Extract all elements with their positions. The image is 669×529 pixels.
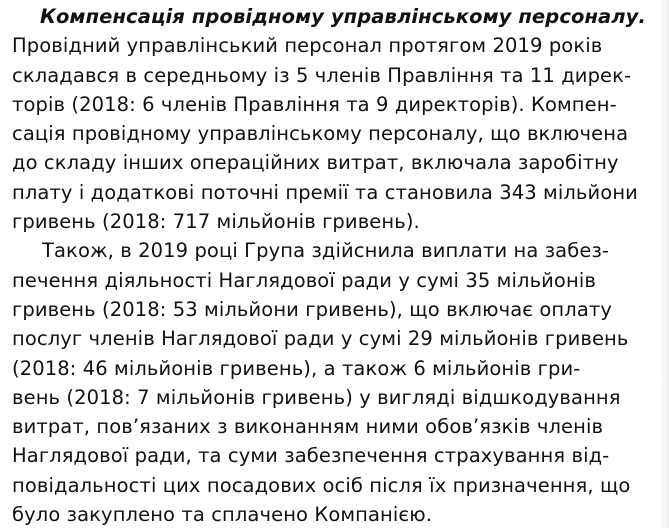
paragraph-supervisory-board-payments (12, 236, 652, 529)
page-edge-shadow (659, 0, 669, 528)
text-line: повідальності цих посадових осіб після їх призначення, що (12, 473, 631, 497)
section-heading: Компенсація провідному управлінському персоналу. (40, 5, 647, 28)
text-line: Також, в 2019 році Група здійснила виплати на забез- (42, 239, 610, 263)
document-text (12, 2, 652, 529)
text-line: Наглядової ради, та суми забезпечення страхування від- (12, 444, 610, 468)
text-line: сація провідному управлінському персоналу, що включена (12, 122, 629, 146)
text-line: витрат, пов’язаних з виконанням ними обов’язків членів (12, 415, 604, 439)
paragraph-key-management-compensation (12, 31, 652, 236)
text-line: торів (2018: 6 членів Правління та 9 директорів). Компен- (12, 92, 617, 116)
text-line: було закуплено та сплачено Компанією. (12, 503, 433, 527)
text-line: Провідний управлінський персонал протягом 2019 років (12, 34, 603, 58)
text-line: складався в середньому із 5 членів Правління та 11 дирек- (12, 63, 632, 87)
text-line: послуг членів Наглядової ради у сумі 29 мільйонів гривень (12, 327, 629, 351)
text-line: гривень (2018: 53 мільйони гривень), що включає оплату (12, 297, 612, 321)
text-line: гривень (2018: 717 мільйонів гривень). (12, 210, 420, 234)
text-line: (2018: 46 мільйонів гривень), а також 6 мільйонів гри- (12, 356, 581, 380)
text-line: до складу інших операційних витрат, включала заробітну (12, 151, 619, 175)
text-line: плату і додаткові поточні премії та становила 343 мільйони (12, 180, 638, 204)
text-line: вень (2018: 7 мільйонів гривень) у вигляді відшкодування (12, 385, 621, 409)
text-line: печення діяльності Наглядової ради у сумі 35 мільйонів (12, 268, 596, 292)
